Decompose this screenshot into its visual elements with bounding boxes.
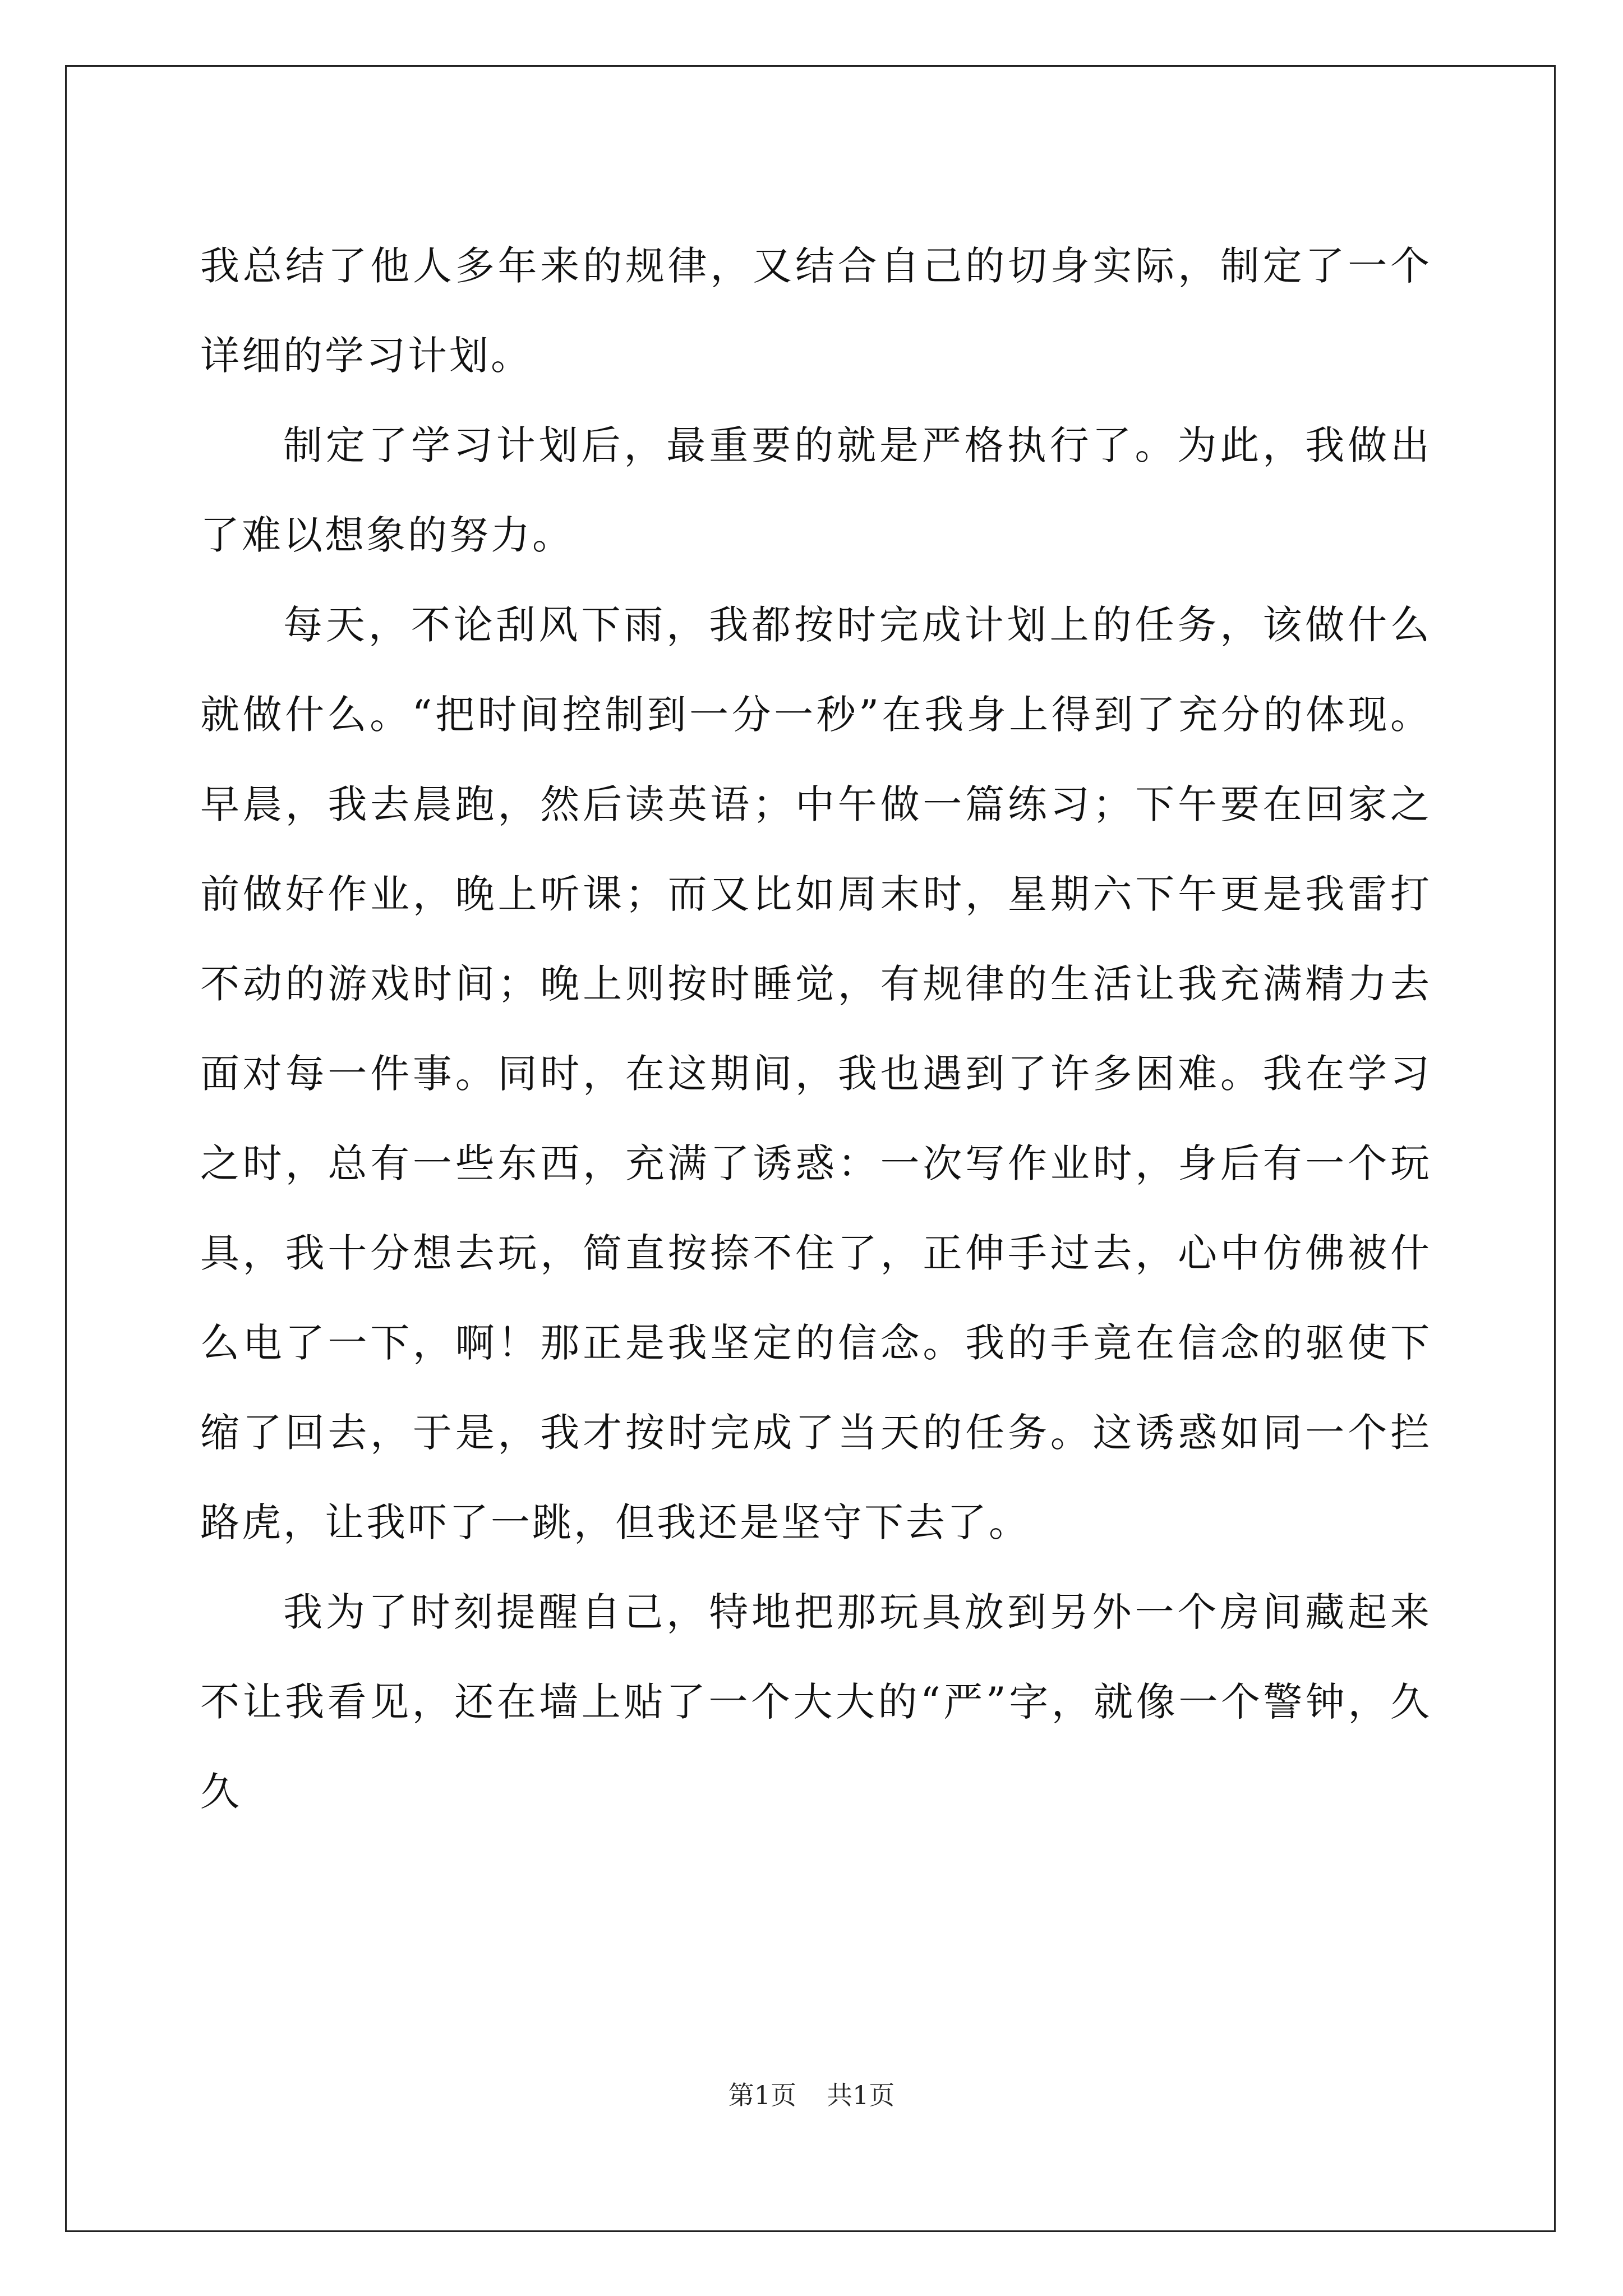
paragraph-4: 我为了时刻提醒自己，特地把那玩具放到另外一个房间藏起来不让我看见，还在墙上贴了一个大大的“严”字，就像一个警钟，久久 — [200, 1589, 1432, 1815]
paragraph-1: 我总结了他人多年来的规律，又结合自己的切身实际，制定了一个详细的学习计划。 — [200, 243, 1432, 379]
page-footer — [0, 2078, 1623, 2112]
paragraph-2: 制定了学习计划后，最重要的就是严格执行了。为此，我做出了难以想象的努力。 — [200, 422, 1432, 558]
page-number: 第1页 — [728, 2080, 796, 2110]
paragraph-3: 每天，不论刮风下雨，我都按时完成计划上的任务，该做什么就做什么。“把时间控制到一分一秒”在我身上得到了充分的体现。早晨，我去晨跑，然后读英语；中午做一篇练习；下午要在回家之前做好作业，晚上听课；而又比如周末时，星期六下午更是我雷打不动的游戏时间；晚上则按时睡觉，有规律的生活让我充满精力去面对每一件事。同时，在这期间，我也遇到了许多困难。我在学习之时，总有一些东西，充满了诱惑：一次写作业时，身后有一个玩具，我十分想去玩，简直按捺不住了，正伸手过去，心中仿佛被什么电了一下，啊！那正是我坚定的信念。我的手竟在信念的驱使下缩了回去，于是，我才按时完成了当天的任务。这诱惑如同一个拦路虎，让我吓了一跳，但我还是坚守下去了。 — [200, 602, 1432, 1545]
document-body — [200, 221, 1432, 1837]
page-total: 共1页 — [827, 2080, 895, 2110]
